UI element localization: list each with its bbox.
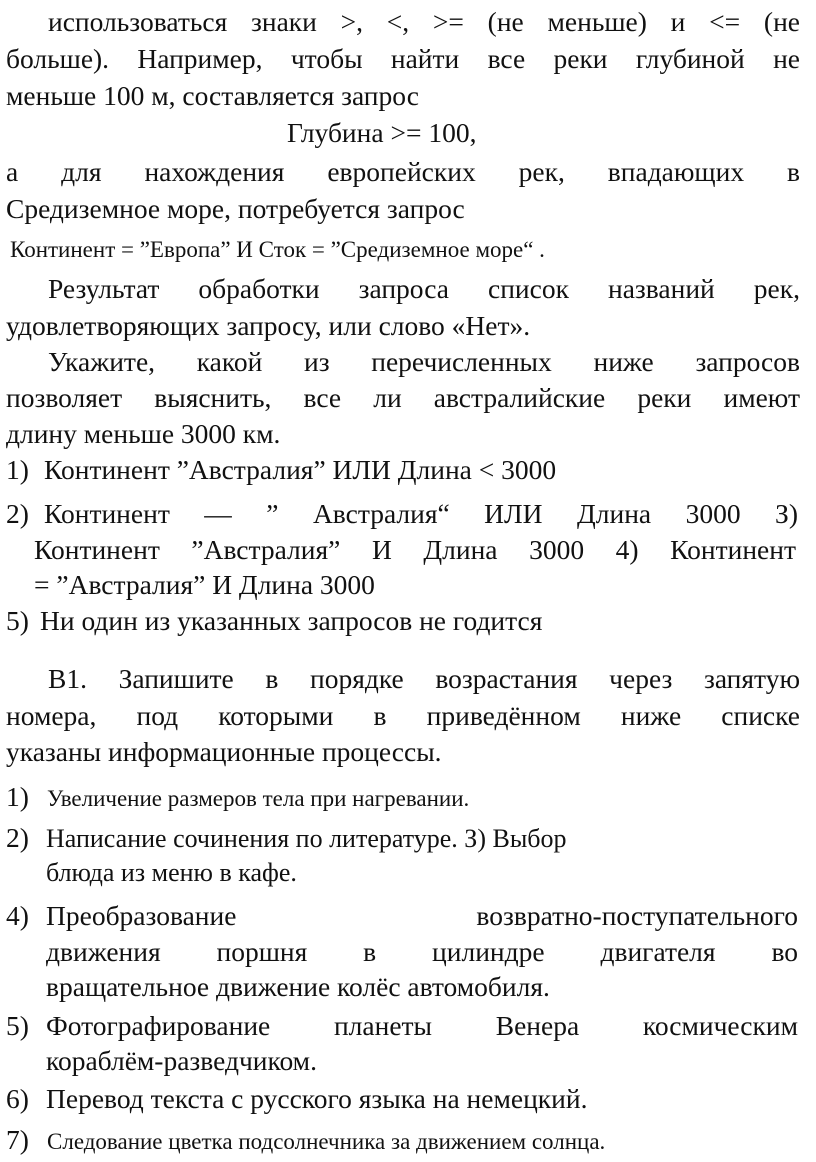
question-line: позволяет выяснить, все ли австралийские реки имеют [6,382,800,413]
list-item-number: 1) [6,781,29,812]
option-text: Ни один из указанных запросов не годится [40,605,543,636]
list-item-text: движения поршня в цилиндре двигателя во [46,936,798,967]
list-item-number: 6) [6,1083,29,1114]
option-text: Континент ”Австралия” ИЛИ Длина < 3000 [44,454,557,485]
list-item-number: 5) [6,1010,29,1041]
option-number: 1) [6,454,29,485]
list-item-text: блюда из меню в кафе. [46,858,297,887]
paragraph-line: использоваться знаки >, <, >= (не меньше) и <= (не [48,6,800,37]
list-item-text: кораблём-разведчиком. [46,1045,317,1076]
option-text: = ”Австралия” И Длина 3000 [34,569,375,600]
list-item-number: 4) [6,900,29,931]
question-line: длину меньше 3000 км. [6,418,281,449]
option-number: 2) [6,498,29,529]
task-b1-line: В1. Запишите в порядке возрастания через запятую [48,663,800,694]
task-b1-line: номера, под которыми в приведённом ниже списке [6,700,800,731]
paragraph-line: удовлетворяющих запросу, или слово «Нет». [6,310,531,341]
paragraph-line: меньше 100 м, составляется запрос [6,80,419,111]
list-item-text: Увеличение размеров тела при нагревании. [47,786,470,811]
list-item-text: Перевод текста с русского языка на немецкий. [46,1083,588,1114]
option-number: 5) [6,605,29,636]
option-text: Континент ”Австралия” И Длина 3000 4) Континент [34,534,796,565]
question-line: Укажите, какой из перечисленных ниже запросов [48,346,800,377]
list-item-number: 7) [6,1124,29,1155]
query-example-depth: Глубина >= 100, [287,117,477,148]
task-b1-line: указаны информационные процессы. [6,736,442,767]
option-text: Континент — ” Австралия“ ИЛИ Длина 3000 З) [44,498,798,529]
list-item-text: Написание сочинения по литературе. З) Выбор [46,824,567,853]
list-item-text: Следование цветка подсолнечника за движением солнца. [47,1129,606,1154]
list-item-text: Фотографирование планеты Венера космическим [46,1010,798,1041]
paragraph-line: а для нахождения европейских рек, впадающих в [6,156,800,187]
list-item-text: вращательное движение колёс автомобиля. [46,971,550,1002]
paragraph-line: Результат обработки запроса список названий рек, [48,273,800,304]
list-item-number: 2) [6,822,29,853]
list-item-text: Преобразование возвратно-поступательного [46,900,798,931]
paragraph-line: Средиземное море, потребуется запрос [6,193,465,224]
paragraph-line: больше). Например, чтобы найти все реки глубиной не [6,43,800,74]
query-example-europe: Континент = ”Европа” И Сток = ”Средиземное море“ . [10,237,545,262]
